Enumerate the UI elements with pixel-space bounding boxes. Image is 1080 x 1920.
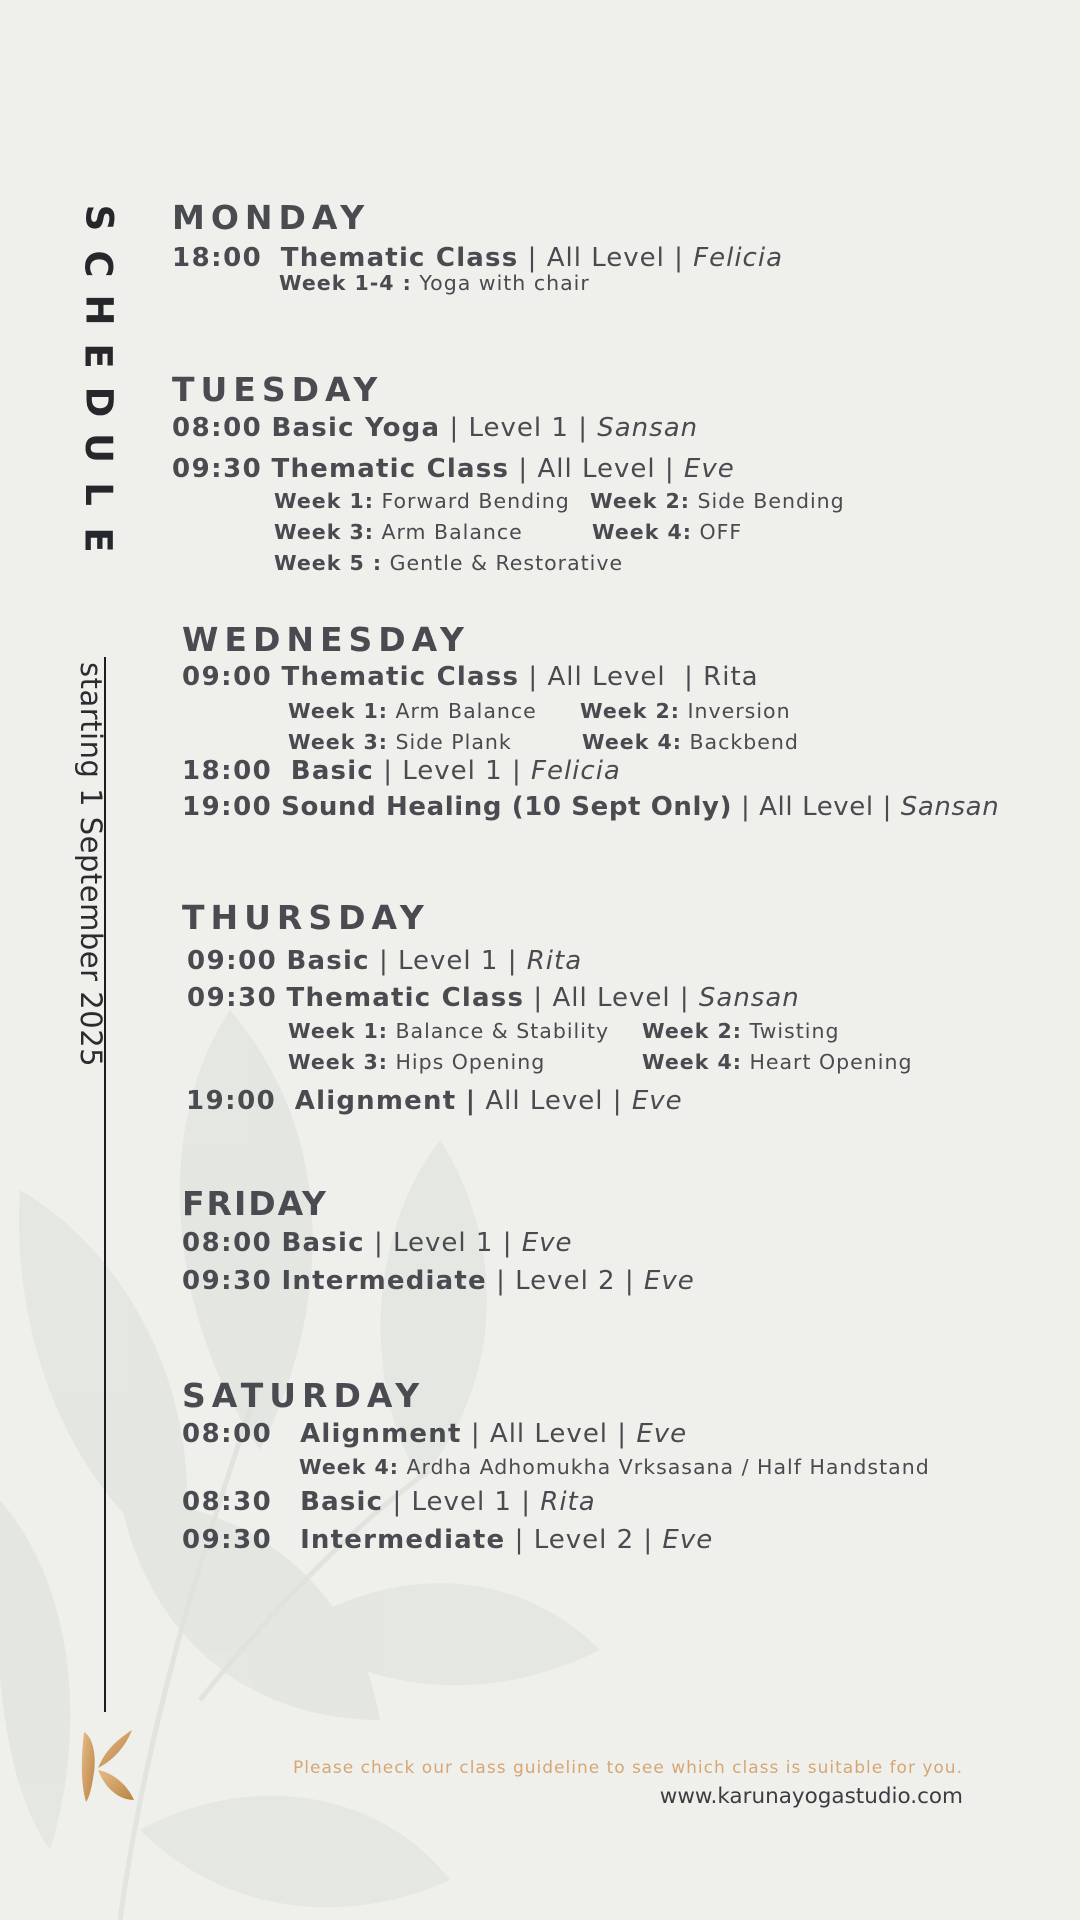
class-row: 09:30 Intermediate | Level 2 | Eve	[182, 1525, 714, 1555]
schedule-title-letter: E	[77, 527, 120, 553]
schedule-title-letter: E	[77, 343, 120, 369]
class-row: 18:00 Basic | Level 1 | Felicia	[182, 756, 621, 786]
week-topic: Week 4: Heart Opening	[642, 1050, 913, 1074]
website-link[interactable]: www.karunayogastudio.com	[659, 1784, 963, 1809]
class-name: Thematic Class	[280, 243, 519, 273]
schedule-title-letter: L	[76, 482, 120, 506]
class-row: 08:00 Basic Yoga | Level 1 | Sansan	[172, 413, 699, 443]
class-row: 09:30 Thematic Class | All Level | Sansan	[187, 983, 800, 1013]
day-heading-monday: MONDAY	[172, 198, 371, 237]
day-heading-tuesday: TUESDAY	[172, 370, 384, 409]
week-topic: Week 2: Side Bending	[590, 489, 845, 513]
class-instructor: Felicia	[693, 243, 784, 273]
day-heading-thursday: THURSDAY	[182, 898, 430, 937]
class-row: 19:00 Sound Healing (10 Sept Only) | All Level | Sansan	[182, 792, 1000, 822]
week-topic: Week 1: Arm Balance	[288, 699, 537, 723]
class-row: 09:30 Intermediate | Level 2 | Eve	[182, 1266, 695, 1296]
class-row: 09:00 Thematic Class | All Level | Rita	[182, 662, 759, 692]
day-heading-wednesday: WEDNESDAY	[182, 620, 470, 659]
class-time: 18:00	[172, 243, 263, 273]
class-row: 19:00 Alignment | All Level | Eve	[186, 1086, 683, 1116]
start-date-note: starting 1 September 2025	[74, 662, 108, 1068]
class-row: 09:00 Basic | Level 1 | Rita	[187, 946, 583, 976]
day-heading-saturday: SATURDAY	[182, 1376, 426, 1415]
week-topic: Week 5 : Gentle & Restorative	[274, 551, 624, 575]
karuna-logo-icon	[80, 1728, 136, 1804]
class-level: All Level	[546, 243, 665, 273]
week-topic: Week 1: Balance & Stability	[288, 1019, 610, 1043]
schedule-title-letter: D	[77, 386, 120, 418]
schedule-vertical-title	[78, 195, 118, 563]
week-topic: Week 3: Side Plank	[288, 730, 512, 754]
week-topic: Week 4: Backbend	[582, 730, 799, 754]
week-topic: Week 1: Forward Bending	[274, 489, 570, 513]
schedule-title-letter: S	[77, 204, 120, 232]
class-row: 08:00 Alignment | All Level | Eve	[182, 1419, 688, 1449]
class-guideline-note: Please check our class guideline to see which class is suitable for you.	[293, 1758, 963, 1778]
week-topic: Week 4: Ardha Adhomukha Vrksasana / Half Handstand	[299, 1455, 930, 1479]
week-topic: Week 2: Inversion	[580, 699, 791, 723]
week-topic: Week 3: Arm Balance	[274, 520, 523, 544]
schedule-title-letter: U	[76, 432, 120, 464]
class-row: 08:00 Basic | Level 1 | Eve	[182, 1228, 573, 1258]
week-topic: Week 1-4 : Yoga with chair	[279, 271, 590, 295]
class-row: 18:00 Thematic Class | All Level | Felicia	[172, 243, 784, 273]
class-row: 08:30 Basic | Level 1 | Rita	[182, 1487, 596, 1517]
schedule-title-letter: C	[77, 250, 120, 278]
week-topic: Week 4: OFF	[592, 520, 743, 544]
schedule-title-letter: H	[77, 294, 120, 326]
day-heading-friday: FRIDAY	[182, 1184, 328, 1223]
class-row: 09:30 Thematic Class | All Level | Eve	[172, 454, 735, 484]
week-topic: Week 2: Twisting	[642, 1019, 840, 1043]
week-topic: Week 3: Hips Opening	[288, 1050, 546, 1074]
